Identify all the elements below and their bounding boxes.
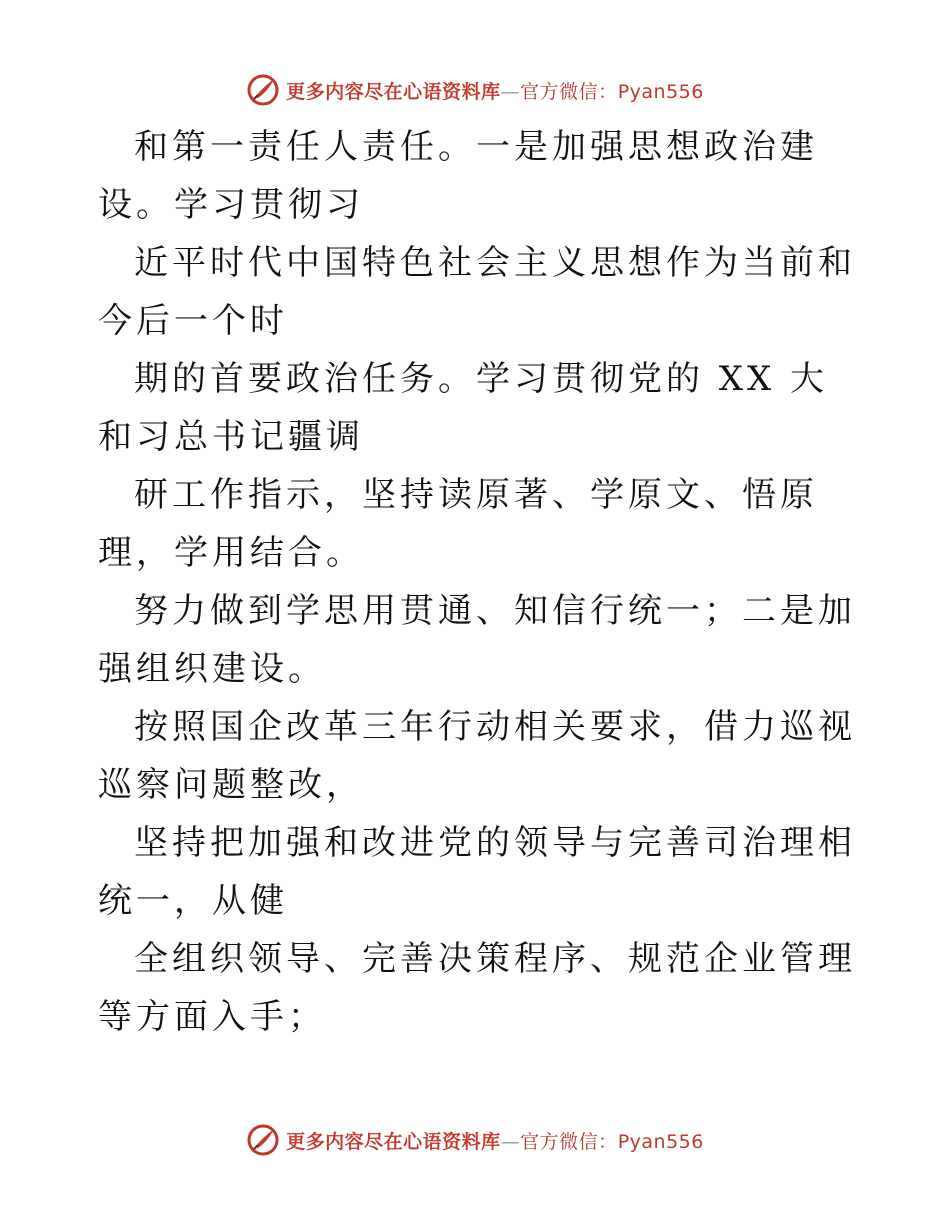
paragraph: 努力做到学思用贯通、知信行统一；二是加强组织建设。 — [98, 591, 856, 689]
paragraph: 研工作指示，坚持读原著、学原文、悟原理，学用结合。 — [98, 475, 818, 573]
quill-seal-icon — [246, 73, 280, 107]
footer-banner — [0, 1120, 950, 1160]
paragraph: 和第一责任人责任。一是加强思想政治建设。学习贯彻习 — [98, 127, 818, 225]
paragraph: 近平时代中国特色社会主义思想作为当前和今后一个时 — [98, 243, 856, 341]
banner-wechat-label: 官方微信： — [520, 80, 618, 103]
banner-wechat-id: Pyan556 — [617, 80, 704, 103]
document-body — [98, 118, 858, 1046]
paragraph: 按照国企改革三年行动相关要求，借力巡视巡察问题整改， — [98, 707, 856, 805]
quill-seal-icon — [246, 1123, 280, 1157]
banner-separator: — — [500, 80, 521, 103]
banner-main-text: 更多内容尽在心语资料库 — [286, 1130, 501, 1153]
banner-separator: — — [500, 1130, 521, 1153]
banner-wechat-id: Pyan556 — [617, 1130, 704, 1153]
paragraph: 坚持把加强和改进党的领导与完善司治理相统一，从健 — [98, 823, 856, 921]
banner-wechat-label: 官方微信： — [520, 1130, 618, 1153]
paragraph: 全组织领导、完善决策程序、规范企业管理等方面入手； — [98, 939, 856, 1037]
paragraph: 期的首要政治任务。学习贯彻党的 XX 大和习总书记疆调 — [98, 359, 829, 457]
banner-main-text: 更多内容尽在心语资料库 — [286, 80, 501, 103]
header-banner — [0, 70, 950, 110]
